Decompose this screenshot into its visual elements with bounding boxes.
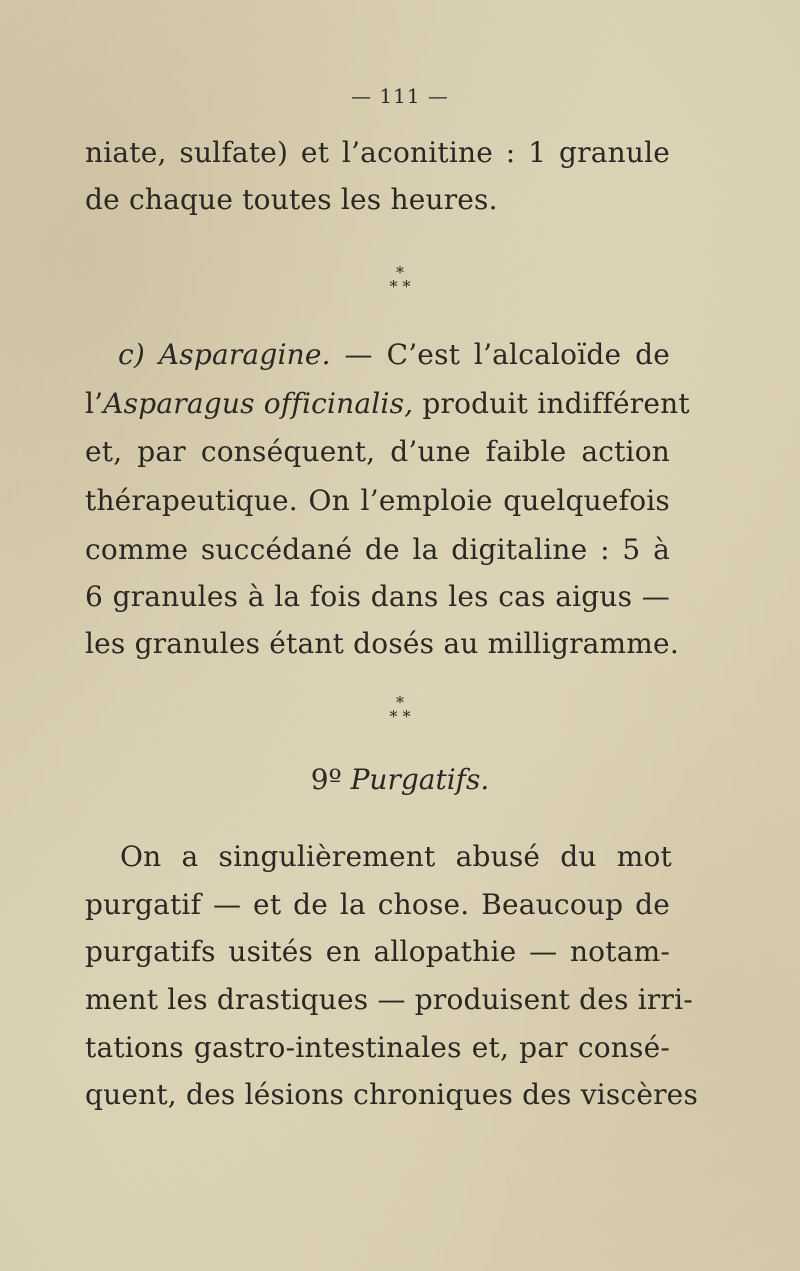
asterism-separator: * * * [389, 693, 411, 726]
page-number: — 111 — [351, 84, 449, 108]
text-line: c) Asparagine. — C’est l’alcaloïde de [118, 338, 670, 371]
text-line: thérapeutique. On l’emploie quelquefois [85, 484, 670, 517]
text-line: quent, des lésions chroniques des viscères [85, 1078, 699, 1111]
text-line: de chaque toutes les heures. [85, 183, 498, 216]
subsection-label: c) [118, 338, 146, 371]
text-line: tations gastro-intestinales et, par consé- [85, 1031, 670, 1064]
text-line: comme succédané de la digitaline : 5 à [85, 533, 670, 566]
text-line: l’Asparagus officinalis, produit indifférent [85, 387, 690, 420]
text-line: purgatifs usités en allopathie — notam- [85, 935, 670, 968]
section-title: Purgatifs. [350, 763, 490, 796]
text-line: niate, sulfate) et l’aconitine : 1 granule [85, 136, 670, 169]
latin-name: Asparagus officinalis, [103, 387, 414, 420]
text-line: les granules étant dosés au milligramme. [85, 627, 679, 660]
section-number: 9º [310, 763, 342, 796]
section-heading [0, 763, 800, 796]
text-line: et, par conséquent, d’une faible action [85, 435, 670, 468]
subsection-title: Asparagine. [158, 338, 331, 371]
text-line: purgatif — et de la chose. Beaucoup de [85, 888, 670, 921]
asterism-separator: * * * [389, 263, 411, 296]
text-line: On a singulièrement abusé du mot [120, 840, 672, 873]
text-line: 6 granules à la fois dans les cas aigus — [85, 580, 670, 613]
text-line: ment les drastiques — produisent des irri- [85, 983, 693, 1016]
